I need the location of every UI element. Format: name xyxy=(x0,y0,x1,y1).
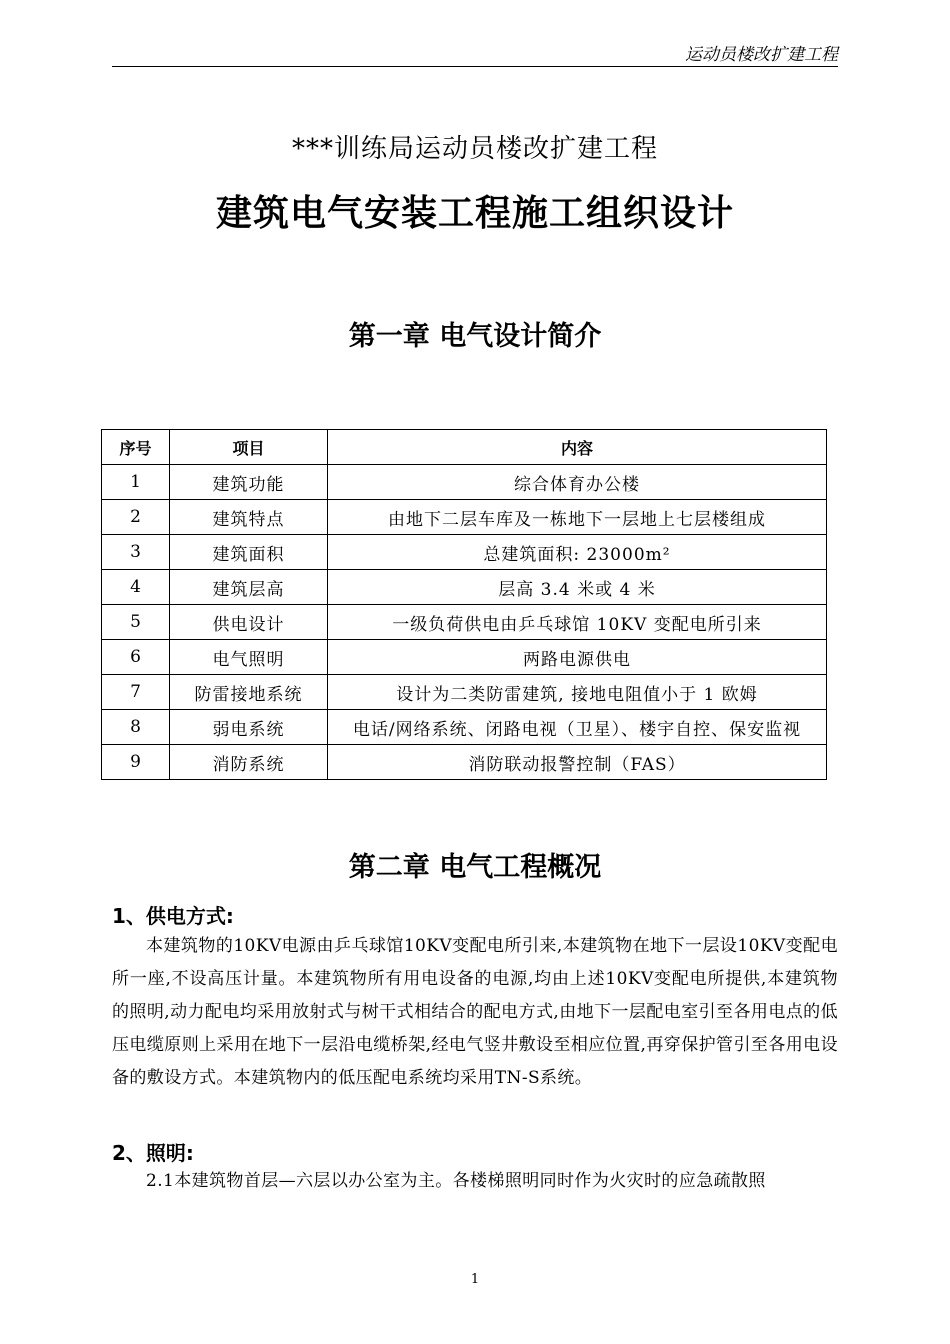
cell-item: 建筑面积 xyxy=(170,535,328,570)
cell-number: 9 xyxy=(102,745,170,780)
table-row xyxy=(102,535,827,570)
cell-content: 设计为二类防雷建筑, 接地电阻值小于 1 欧姆 xyxy=(328,675,827,710)
table-row xyxy=(102,605,827,640)
cell-item: 建筑特点 xyxy=(170,500,328,535)
cell-content: 综合体育办公楼 xyxy=(328,465,827,500)
table-header-row xyxy=(102,430,827,465)
section2-body: 2.1本建筑物首层—六层以办公室为主。各楼梯照明同时作为火灾时的应急疏散照 xyxy=(146,1171,766,1191)
cell-item: 消防系统 xyxy=(170,745,328,780)
header-cell-number: 序号 xyxy=(102,430,170,465)
cell-item: 建筑功能 xyxy=(170,465,328,500)
cell-number: 8 xyxy=(102,710,170,745)
section1-body: 本建筑物的10KV电源由乒乓球馆10KV变配电所引来,本建筑物在地下一层设10KV变配电所一座,不设高压计量。本建筑物所有用电设备的电源,均由上述10KV变配电所提供,本建筑物的照明,动力配电均采用放射式与树干式相结合的配电方式,由地下一层配电室引至各用电点的低压电缆原则上采用在地下一层沿电缆桥架,经电气竖井敷设至相应位置,再穿保护管引至各用电设备的敷设方式。本建筑物内的低压配电系统均采用TN-S系统。 xyxy=(112,936,838,1088)
table-row xyxy=(102,465,827,500)
cell-number: 3 xyxy=(102,535,170,570)
cell-content: 由地下二层车库及一栋地下一层地上七层楼组成 xyxy=(328,500,827,535)
page-number: 1 xyxy=(470,1272,480,1287)
table-row xyxy=(102,745,827,780)
document-subtitle: ***训练局运动员楼改扩建工程 xyxy=(291,134,658,164)
cell-number: 1 xyxy=(102,465,170,500)
cell-content: 层高 3.4 米或 4 米 xyxy=(328,570,827,605)
cell-item: 建筑层高 xyxy=(170,570,328,605)
cell-item: 防雷接地系统 xyxy=(170,675,328,710)
cell-number: 4 xyxy=(102,570,170,605)
header-cell-item: 项目 xyxy=(170,430,328,465)
cell-number: 7 xyxy=(102,675,170,710)
cell-item: 弱电系统 xyxy=(170,710,328,745)
header-title: 运动员楼改扩建工程 xyxy=(685,45,838,65)
cell-content: 消防联动报警控制（FAS） xyxy=(328,745,827,780)
cell-item: 供电设计 xyxy=(170,605,328,640)
cell-content: 总建筑面积: 23000m² xyxy=(328,535,827,570)
cell-number: 6 xyxy=(102,640,170,675)
section1-title: 1、供电方式: xyxy=(112,904,234,928)
cell-number: 2 xyxy=(102,500,170,535)
cell-content: 电话/网络系统、闭路电视（卫星）、楼宇自控、保安监视 xyxy=(328,710,827,745)
table-row xyxy=(102,675,827,710)
chapter2-heading: 第二章 电气工程概况 xyxy=(348,852,602,883)
section2-title: 2、照明: xyxy=(112,1141,194,1165)
header-divider xyxy=(112,66,838,67)
design-summary-table xyxy=(101,429,827,780)
table-row xyxy=(102,640,827,675)
chapter1-heading: 第一章 电气设计简介 xyxy=(348,321,602,352)
document-title: 建筑电气安装工程施工组织设计 xyxy=(215,193,734,234)
header-cell-content: 内容 xyxy=(328,430,827,465)
table-row xyxy=(102,500,827,535)
cell-item: 电气照明 xyxy=(170,640,328,675)
table-row xyxy=(102,570,827,605)
cell-number: 5 xyxy=(102,605,170,640)
cell-content: 两路电源供电 xyxy=(328,640,827,675)
table-row xyxy=(102,710,827,745)
cell-content: 一级负荷供电由乒乓球馆 10KV 变配电所引来 xyxy=(328,605,827,640)
